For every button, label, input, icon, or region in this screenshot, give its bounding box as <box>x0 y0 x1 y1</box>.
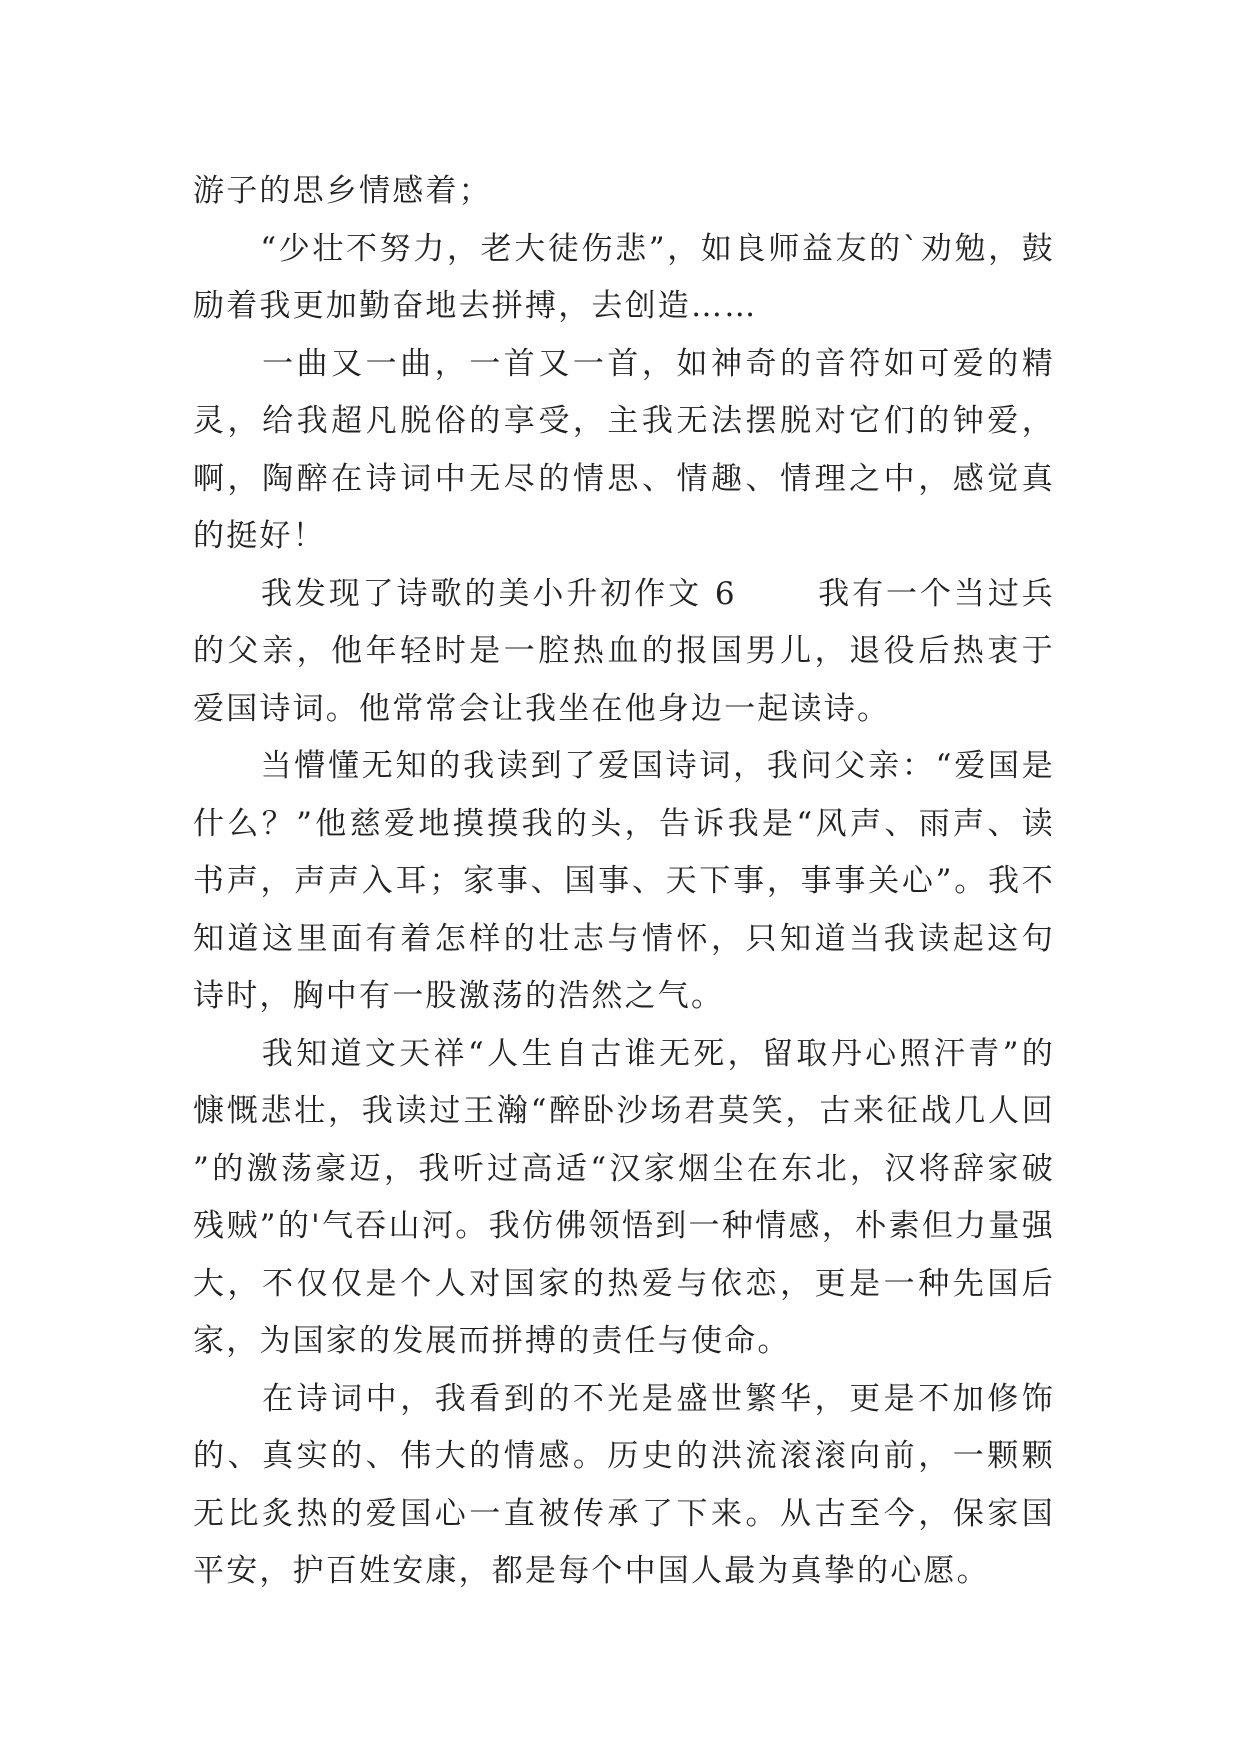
paragraph-3: 一曲又一曲，一首又一首，如神奇的音符如可爱的精灵，给我超凡脱俗的享受，主我无法摆脱对它们的钟爱，啊，陶醉在诗词中无尽的情思、情趣、情理之中，感觉真的挺好！ <box>193 345 1055 554</box>
paragraph-5: 当懵懂无知的我读到了爱国诗词，我问父亲：“爱国是什么？”他慈爱地摸摸我的头，告诉我是“风声、雨声、读书声，声声入耳；家事、国事、天下事，事事关心”。我不知道这里面有着怎样的壮志与情怀，只知道当我读起这句诗时，胸中有一股激荡的浩然之气。 <box>193 748 1055 1014</box>
document-body <box>193 163 1055 1601</box>
paragraph-1: 游子的思乡情感着； <box>193 173 492 209</box>
paragraph-6: 我知道文天祥“人生自古谁无死，留取丹心照汗青”的慷慨悲壮，我读过王瀚“醉卧沙场君莫笑，古来征战几人回”的激荡豪迈，我听过高适“汉家烟尘在东北，汉将辞家破残贼”的'气吞山河。我仿佛领悟到一种情感，朴素但力量强大，不仅仅是个人对国家的热爱与依恋，更是一种先国后家，为国家的发展而拼搏的责任与使命。 <box>193 1035 1055 1359</box>
paragraph-4: 我发现了诗歌的美小升初作文 6 我有一个当过兵的父亲，他年轻时是一腔热血的报国男儿，退役后热衷于爱国诗词。他常常会让我坐在他身边一起读诗。 <box>193 575 1055 727</box>
paragraph-7: 在诗词中，我看到的不光是盛世繁华，更是不加修饰的、真实的、伟大的情感。历史的洪流滚滚向前，一颗颗无比炙热的爱国心一直被传承了下来。从古至今，保家国平安，护百姓安康，都是每个中国人最为真挚的心愿。 <box>193 1380 1055 1589</box>
paragraph-2: “少壮不努力，老大徒伤悲”，如良师益友的`劝勉，鼓励着我更加勤奋地去拼搏，去创造…… <box>193 230 1055 324</box>
